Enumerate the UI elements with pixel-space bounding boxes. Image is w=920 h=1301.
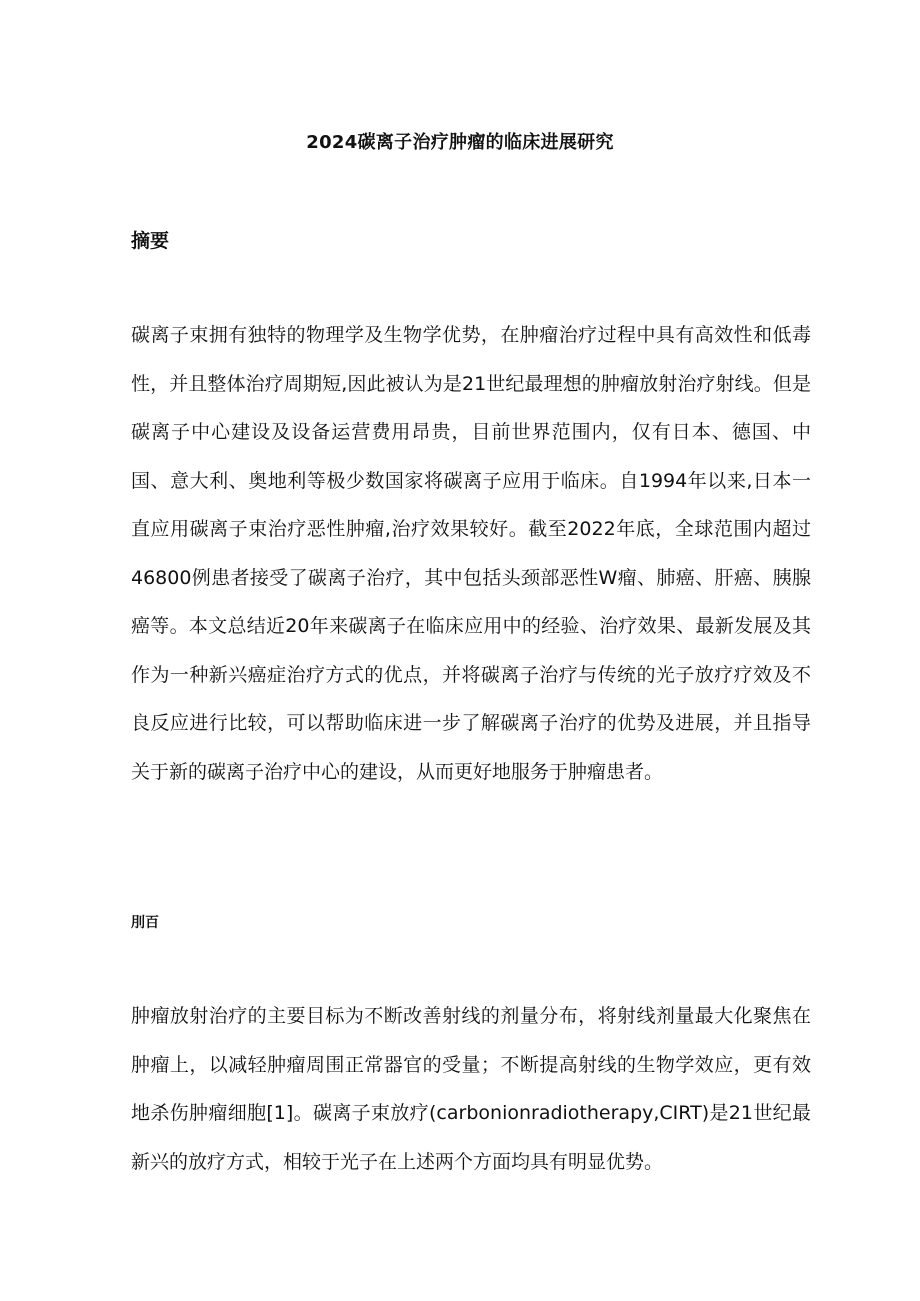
document-title: 2024碳离子治疗肿瘤的临床进展研究 — [306, 132, 614, 153]
intro-paragraph: 肿瘤放射治疗的主要目标为不断改善射线的剂量分布，将射线剂量最大化聚焦在肿瘤上，以减轻肿瘤周围正常器官的受量；不断提高射线的生物学效应，更有效地杀伤肿瘤细胞[1]。碳离子束放疗(carbonionradiotherapy,CIRT)是21世纪最新兴的放疗方式，相较于光子在上述两个方面均具有明显优势。 — [131, 1005, 811, 1173]
abstract-paragraph: 碳离子束拥有独特的物理学及生物学优势，在肿瘤治疗过程中具有高效性和低毒性，并且整体治疗周期短,因此被认为是21世纪最理想的肿瘤放射治疗射线。但是碳离子中心建设及设备运营费用昂贵，目前世界范围内，仅有日本、德国、中国、意大利、奥地利等极少数国家将碳离子应用于临床。自1994年以来,日本一直应用碳离子束治疗恶性肿瘤,治疗效果较好。截至2022年底，全球范围内超过46800例患者接受了碳离子治疗，其中包括头颈部恶性W瘤、肺癌、肝癌、胰腺癌等。本文总结近20年来碳离子在临床应用中的经验、治疗效果、最新发展及其作为一种新兴癌症治疗方式的优点，并将碳离子治疗与传统的光子放疗疗效及不良反应进行比较，可以帮助临床进一步了解碳离子治疗的优势及进展，并且指导关于新的碳离子治疗中心的建设，从而更好地服务于肿瘤患者。 — [131, 324, 811, 783]
abstract-heading: 摘要 — [131, 230, 170, 252]
intro-heading: 刖百 — [131, 915, 159, 931]
